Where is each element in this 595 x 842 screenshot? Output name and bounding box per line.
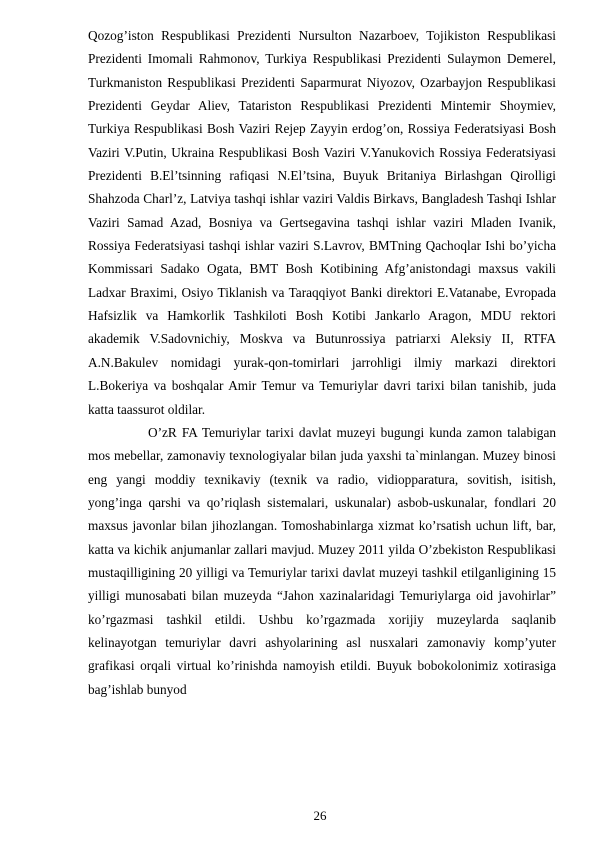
paragraph-museum: O’zR FA Temuriylar tarixi davlat muzeyi bugungi kunda zamon talabigan mos mebellar, zamonaviy texnologiyalar bilan juda yaxshi ta`minlangan. Muzey binosi eng yangi moddiy texnikaviy (texnik va radio, vidiopparatura, sovitish, isitish, yong’inga qarshi va qo’riqlash sistemalari, uskunalar) asbob-uskunalar, fondlari 20 maxsus javonlar bilan jihozlangan. Tomoshabinlarga xizmat ko’rsatish uchun lift, bar, katta va kichik anjumanlar zallari mavjud. Muzey 2011 yilda O’zbekiston Respublikasi mustaqilligining 20 yilligi va Temuriylar tarixi davlat muzeyi tashkil etilganligining 15 yilligi munosabati bilan muzeyda “Jahon xazinalaridagi Temuriylarga oid javohirlar” ko’rgazmasi tashkil etildi. Ushbu ko’rgazmada xorijiy muzeylarda saqlanib kelinayotgan temuriylar davri ashyolarining asl nusxalari zamonaviy komp’yuter grafikasi orqali virtual ko’rinishda namoyish etildi. Buyuk bobokolonimiz xotirasiga bag’ishlab bunyod <box>88 424 556 697</box>
paragraph-visitors: Qozog’iston Respublikasi Prezidenti Nursulton Nazarboev, Tojikiston Respublikasi Prezidenti Imomali Rahmonov, Turkiya Respublikasi Prezidenti Sulaymon Demerel, Turkmaniston Respublikasi Prezidenti Saparmurat Niyozov, Ozarbayjon Respublikasi Prezidenti Geydar Aliev, Tatariston Respublikasi Prezidenti Mintemir Shoymiev, Turkiya Respublikasi Bosh Vaziri Rejep Zayyin erdog’on, Rossiya Federatsiyasi Bosh Vaziri V.Putin, Ukraina Respublikasi Bosh Vaziri V.Yanukovich Rossiya Federatsiyasi Prezidenti B.El’tsinning rafiqasi N.El’tsina, Buyuk Britaniya Birlashgan Qirolligi Shahzoda Charl’z, Latviya tashqi ishlar vaziri Valdis Birkavs, Bangladesh Tashqi Ishlar Vaziri Samad Azad, Bosniya va Gertsegavina tashqi ishlar vaziri Mladen Ivanik, Rossiya Federatsiyasi tashqi ishlar vaziri S.Lavrov, BMTning Qachoqlar Ishi bo’yicha Kommissari Sadako Ogata, BMT Bosh Kotibining Afg’anistondagi maxsus vakili Ladxar Braximi, Osiyo Tiklanish va Taraqqiyot Banki direktori E.Vatanabe, Evropada Hafsizlik va Hamkorlik Tashkiloti Bosh Kotibi Jankarlo Aragon, MDU rektori akademik V.Sadovnichiy, Moskva va Butunrossiya patriarxi Aleksiy II, RTFA A.N.Bakulev nomidagi yurak-qon-tomirlari jarrohligi ilmiy markazi direktori L.Bokeriya va boshqalar Amir Temur va Temuriylar davri tarixi bilan tanishib, juda katta taassurot oldilar. <box>88 28 556 417</box>
body-text <box>88 24 556 701</box>
page-number: 26 <box>313 808 327 823</box>
